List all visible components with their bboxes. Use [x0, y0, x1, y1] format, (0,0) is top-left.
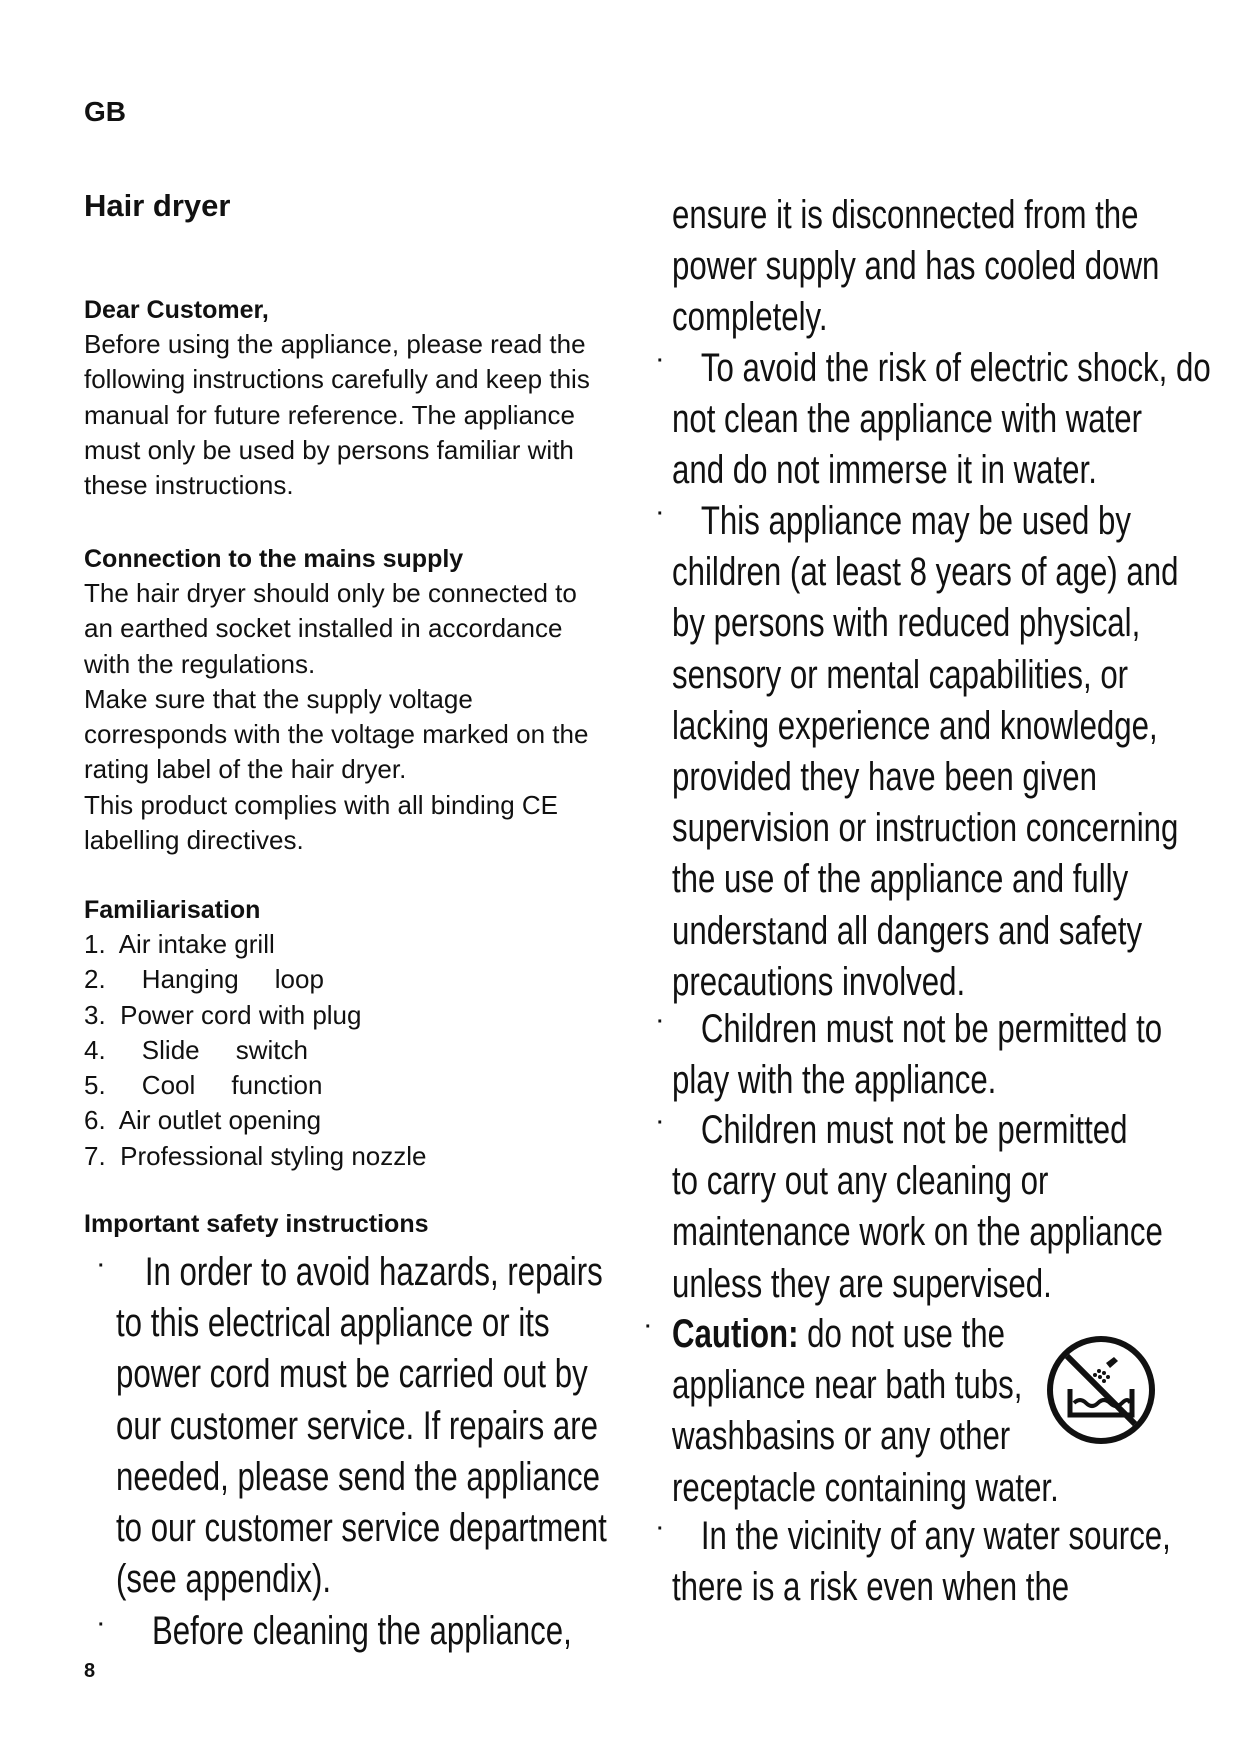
- list-item: 3. Power cord with plug: [84, 999, 362, 1030]
- text-line: supervision or instruction concerning: [672, 806, 1179, 851]
- bullet-marker: ·: [645, 1316, 652, 1338]
- caution-label: Caution:: [672, 1312, 799, 1356]
- text-line: completely.: [672, 295, 828, 340]
- intro-line: Before using the appliance, please read the: [84, 329, 586, 359]
- mains-paragraph: [84, 576, 588, 858]
- text-line: In order to avoid hazards, repairs: [144, 1250, 603, 1294]
- text-line: children (at least 8 years of age) and: [672, 550, 1179, 595]
- text-line: (see appendix).: [116, 1557, 332, 1602]
- text-line: unless they are supervised.: [672, 1261, 1052, 1306]
- text-line: provided they have been given: [672, 755, 1097, 800]
- intro-line: manual for future reference. The appliance: [84, 399, 575, 430]
- intro-line: these instructions.: [84, 470, 294, 501]
- text-line: there is a risk even when the: [672, 1565, 1070, 1610]
- caution-block: [672, 1309, 1059, 1514]
- intro-line: must only be used by persons familiar with: [84, 434, 574, 465]
- section-heading-safety: Important safety instructions: [84, 1210, 429, 1238]
- mains-line: rating label of the hair dryer.: [84, 754, 407, 785]
- list-item: 6. Air outlet opening: [84, 1105, 322, 1136]
- text-line: the use of the appliance and fully: [672, 857, 1129, 902]
- caution-first-line: [672, 1309, 1059, 1360]
- safety-bullet-children-use: [672, 496, 1178, 1008]
- mains-line: with the regulations.: [84, 648, 316, 679]
- text-line: and do not immerse it in water.: [672, 448, 1097, 493]
- bullet-marker: ·: [657, 350, 664, 372]
- list-item: 4. Slide switch: [84, 1034, 308, 1065]
- list-item: 2. Hanging loop: [84, 964, 324, 995]
- text-line: sensory or mental capabilities, or: [672, 652, 1129, 697]
- safety-bullet-shock: [672, 343, 1211, 497]
- text-line: appliance near bath tubs,: [672, 1363, 1023, 1408]
- language-code: GB: [84, 96, 126, 127]
- section-heading-familiarisation: Familiarisation: [84, 896, 261, 924]
- bullet-marker: ·: [657, 1011, 664, 1033]
- page-number: 8: [84, 1660, 96, 1682]
- text-line: by persons with reduced physical,: [672, 601, 1141, 646]
- text-line: This appliance may be used by: [700, 499, 1131, 543]
- bullet-marker: ·: [657, 1518, 664, 1540]
- text-line: receptacle containing water.: [672, 1465, 1059, 1510]
- bullet-marker: ·: [98, 1614, 105, 1636]
- mains-line: This product complies with all binding CE: [84, 789, 558, 820]
- text-line: power cord must be carried out by: [116, 1352, 588, 1397]
- text-line: washbasins or any other: [672, 1414, 1011, 1459]
- mains-line: Make sure that the supply voltage: [84, 683, 473, 714]
- no-bath-water-icon: [1046, 1335, 1156, 1445]
- bullet-marker: ·: [657, 1112, 664, 1134]
- familiarisation-list: [84, 927, 427, 1174]
- greeting: Dear Customer,: [84, 296, 269, 324]
- text-line: lacking experience and knowledge,: [672, 703, 1158, 748]
- text-line: to carry out any cleaning or: [672, 1159, 1049, 1204]
- text-line: play with the appliance.: [672, 1058, 997, 1103]
- text-line: Children must not be permitted to: [700, 1007, 1163, 1051]
- text-line: needed, please send the appliance: [116, 1454, 601, 1499]
- text-line: In the vicinity of any water source,: [700, 1514, 1171, 1558]
- safety-bullet-water-source: [672, 1511, 1171, 1613]
- caution-text: do not use the: [807, 1312, 1005, 1356]
- text-line: precautions involved.: [672, 959, 966, 1004]
- text-line: ensure it is disconnected from the: [672, 193, 1139, 237]
- text-line: to our customer service department: [116, 1506, 607, 1551]
- mains-line: an earthed socket installed in accordance: [84, 613, 563, 644]
- mains-line: corresponds with the voltage marked on the: [84, 719, 589, 750]
- section-heading-mains: Connection to the mains supply: [84, 545, 464, 573]
- text-line: To avoid the risk of electric shock, do: [700, 346, 1211, 390]
- intro-line: following instructions carefully and keep this: [84, 364, 590, 395]
- text-line: power supply and has cooled down: [672, 244, 1160, 289]
- bullet-marker: ·: [657, 503, 664, 525]
- list-item: 7. Professional styling nozzle: [84, 1140, 427, 1171]
- safety-bullet-children-cleaning: [672, 1105, 1163, 1310]
- list-item: 5. Cool function: [84, 1070, 323, 1101]
- mains-line: labelling directives.: [84, 825, 304, 856]
- text-line: Children must not be permitted: [700, 1108, 1128, 1152]
- intro-paragraph: [84, 327, 590, 503]
- continuation-paragraph: [672, 190, 1159, 344]
- bullet-marker: ·: [98, 1255, 105, 1277]
- safety-bullet-repairs: [116, 1247, 607, 1605]
- page-title: Hair dryer: [84, 188, 231, 223]
- text-line: our customer service. If repairs are: [116, 1403, 599, 1448]
- mains-line: The hair dryer should only be connected to: [84, 578, 577, 608]
- safety-bullet-cleaning-start: Before cleaning the appliance,: [152, 1609, 572, 1653]
- list-item: 1. Air intake grill: [84, 929, 275, 959]
- text-line: understand all dangers and safety: [672, 908, 1143, 953]
- safety-bullet-children-play: [672, 1004, 1162, 1106]
- text-line: not clean the appliance with water: [672, 397, 1143, 442]
- text-line: maintenance work on the appliance: [672, 1210, 1163, 1255]
- text-line: to this electrical appliance or its: [116, 1301, 550, 1346]
